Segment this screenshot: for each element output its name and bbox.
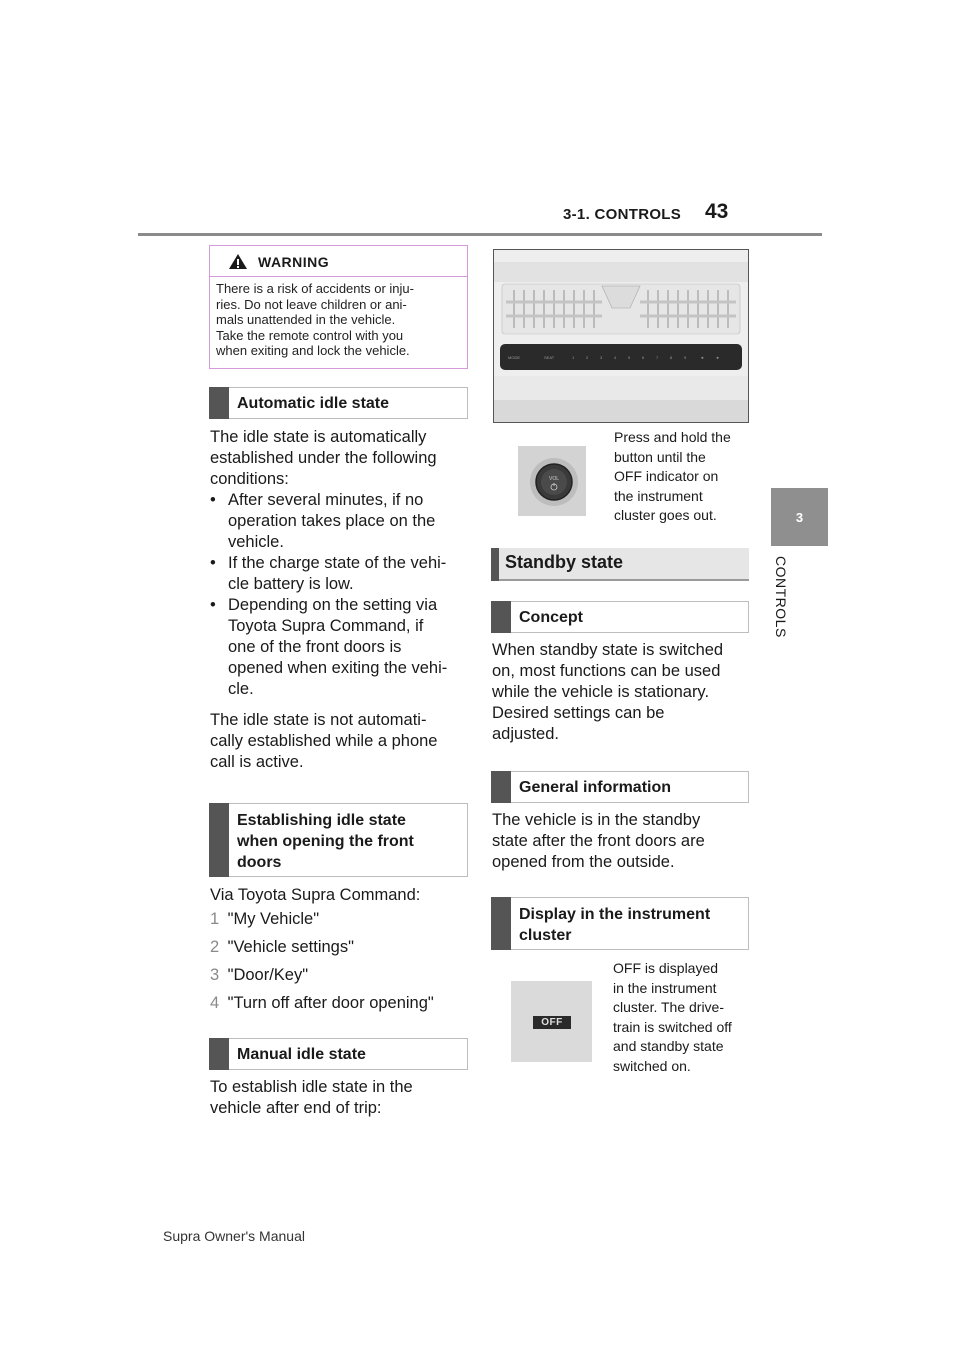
- text-line: opened when exiting the vehi-: [228, 659, 448, 677]
- panel-button-label: 9: [684, 355, 687, 360]
- caption-line: cluster goes out.: [614, 507, 717, 523]
- chapter-label-text: CONTROLS: [773, 556, 789, 638]
- heading-bar: [209, 803, 229, 877]
- step-number: 1: [210, 910, 220, 928]
- text-line: The idle state is not automati-: [210, 711, 427, 729]
- text-line: • Depending on the setting via: [228, 596, 438, 614]
- text-line: • After several minutes, if no: [228, 491, 424, 509]
- caption-line: button until the: [614, 448, 706, 465]
- via-command-text: Via Toyota Supra Command:: [210, 886, 421, 904]
- section-title: 3-1. CONTROLS: [563, 206, 682, 223]
- text-line: call is active.: [210, 753, 304, 771]
- warning-line: when exiting and lock the vehicle.: [216, 343, 410, 358]
- off-display-caption: [613, 959, 753, 1076]
- page-number: 43: [705, 200, 729, 223]
- warning-title: WARNING: [258, 254, 330, 270]
- caption-line: train is switched off: [613, 1018, 732, 1035]
- caption-line: OFF is displayed: [613, 960, 719, 976]
- warning-header: [210, 246, 467, 277]
- step-item: [210, 994, 434, 1013]
- chapter-label: [771, 556, 791, 656]
- text-line: vehicle after end of trip:: [210, 1099, 382, 1117]
- warning-line: mals unattended in the vehicle.: [216, 312, 396, 327]
- list-item: [210, 553, 472, 595]
- warning-icon: [228, 253, 248, 270]
- text-line: When standby state is switched: [492, 641, 724, 659]
- heading-concept: [491, 601, 749, 633]
- text-line: The vehicle is in the standby: [492, 811, 701, 829]
- chapter-number: 3: [795, 509, 804, 525]
- heading-bar: [491, 601, 511, 633]
- text-line: one of the front doors is: [228, 638, 402, 656]
- text-line: cally established while a phone: [210, 732, 438, 750]
- step-text: "My Vehicle": [227, 910, 320, 928]
- panel-button-label: 8: [670, 355, 673, 360]
- concept-text: [492, 640, 754, 745]
- caption-line: OFF indicator on: [614, 468, 719, 484]
- heading-text: Standby state: [505, 552, 624, 572]
- list-item: [210, 490, 472, 553]
- panel-button-label: 4: [614, 355, 617, 360]
- text-line: while the vehicle is stationary.: [492, 683, 710, 701]
- volume-knob-image: [518, 446, 586, 516]
- text-line: • If the charge state of the vehi-: [228, 554, 447, 572]
- heading-text: General information: [519, 779, 672, 796]
- panel-button-label: 7: [656, 355, 659, 360]
- text-line: Toyota Supra Command, if: [228, 617, 424, 635]
- heading-text: Automatic idle state: [237, 395, 390, 412]
- heading-bar: [209, 387, 229, 419]
- caption-line: switched on.: [613, 1057, 691, 1074]
- text-line: Desired settings can be: [492, 704, 665, 722]
- heading-bar: [491, 771, 511, 803]
- text-line: state after the front doors are: [492, 832, 705, 850]
- panel-button-label: 2: [586, 355, 589, 360]
- warning-line: ries. Do not leave children or ani-: [216, 296, 407, 312]
- press-hold-caption: [614, 428, 754, 526]
- manual-idle-text: [210, 1077, 472, 1119]
- general-information-text: [492, 810, 754, 873]
- step-item: [210, 910, 319, 929]
- step-number: 4: [210, 994, 220, 1012]
- steps-list: [210, 910, 472, 1020]
- heading-bar: [491, 548, 499, 581]
- text-line: opened from the outside.: [492, 853, 675, 871]
- step-text: "Turn off after door opening": [227, 994, 434, 1012]
- chapter-tab: [771, 488, 828, 546]
- caption-line: and standby state: [613, 1038, 724, 1054]
- heading-text: Manual idle state: [237, 1046, 366, 1063]
- caption-line: in the instrument: [613, 979, 717, 996]
- text-line: adjusted.: [492, 725, 559, 743]
- step-number: 3: [210, 966, 220, 984]
- text-line: cle battery is low.: [228, 575, 354, 593]
- text-line: cle.: [228, 680, 254, 698]
- text-line: operation takes place on the: [228, 512, 436, 530]
- volume-knob-icon: [518, 446, 586, 516]
- step-item: [210, 966, 308, 985]
- heading-line: when opening the front: [237, 833, 414, 850]
- text-line: To establish idle state in the: [210, 1078, 413, 1096]
- text-line: conditions:: [210, 470, 289, 488]
- warning-line: There is a risk of accidents or inju-: [216, 281, 414, 296]
- heading-manual-idle-state: [209, 1038, 468, 1070]
- off-display-image: [511, 981, 592, 1062]
- warning-box: [209, 245, 468, 369]
- warning-text: [216, 281, 466, 359]
- heading-display-instrument-cluster: [491, 897, 749, 950]
- off-indicator: OFF: [533, 1016, 571, 1029]
- caption-line: cluster. The drive-: [613, 999, 725, 1015]
- control-panel-image: [493, 249, 749, 423]
- header-rule: [138, 233, 822, 236]
- text-line: established under the following: [210, 449, 437, 467]
- heading-line: Establishing idle state: [237, 812, 406, 829]
- panel-button-label: ►: [716, 355, 720, 360]
- heading-line: cluster: [519, 927, 572, 944]
- heading-establishing-idle-state: [209, 803, 468, 877]
- footer-manual-title: Supra Owner's Manual: [163, 1228, 305, 1244]
- panel-button-label: MODE: [508, 355, 520, 360]
- heading-automatic-idle-state: [209, 387, 468, 419]
- warning-line: Take the remote control with you: [216, 327, 404, 343]
- step-text: "Vehicle settings": [227, 938, 354, 956]
- heading-bar: [209, 1038, 229, 1070]
- text-line: vehicle.: [228, 533, 284, 551]
- heading-standby-state: [491, 548, 749, 581]
- control-panel-illustration: [494, 250, 748, 422]
- panel-button-label: 5: [628, 355, 631, 360]
- list-item: [210, 595, 472, 700]
- step-item: [210, 938, 354, 957]
- knob-label: VOL: [548, 476, 560, 482]
- heading-text: [519, 904, 710, 946]
- caption-line: the instrument: [614, 487, 703, 504]
- panel-button-label: SEAT: [544, 355, 555, 360]
- heading-line: doors: [237, 854, 282, 871]
- step-text: "Door/Key": [227, 966, 309, 984]
- panel-button-label: 1: [572, 355, 575, 360]
- caption-line: Press and hold the: [614, 429, 731, 445]
- heading-text: Concept: [519, 609, 583, 626]
- heading-text: [237, 810, 414, 873]
- panel-button-label: ◄: [700, 355, 704, 360]
- text-line: The idle state is automatically: [210, 428, 427, 446]
- auto-idle-description: [210, 427, 472, 773]
- heading-line: Display in the instrument: [519, 906, 711, 923]
- step-number: 2: [210, 938, 220, 956]
- text-line: on, most functions can be used: [492, 662, 721, 680]
- heading-general-information: [491, 771, 749, 803]
- panel-button-label: 6: [642, 355, 645, 360]
- panel-button-label: 3: [600, 355, 603, 360]
- heading-bar: [491, 897, 511, 950]
